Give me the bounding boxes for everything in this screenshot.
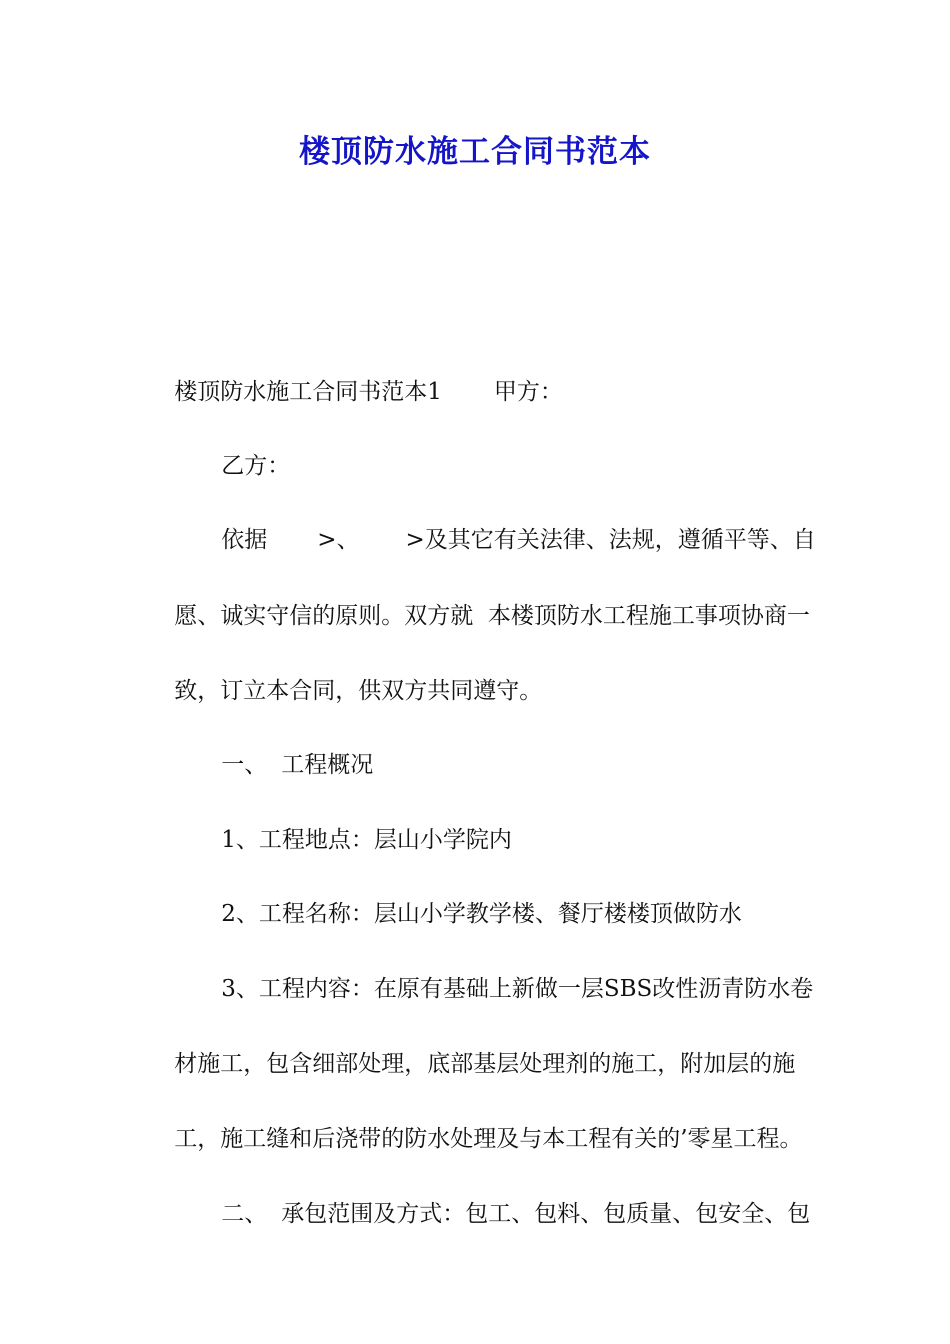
subtitle-text: 楼顶防水施工合同书范本1 [174,379,442,405]
text-segment: 1、工程地点：层山小学院内 [221,827,512,853]
document-title: 楼顶防水施工合同书范本 [299,134,651,170]
section-title: 工程概况 [281,752,374,778]
section-number: 一、 [221,752,268,778]
text-segment: 致，订立本合同，供双方共同遵守。 [174,678,543,704]
text-segment: 2、工程名称：层山小学教学楼、餐厅楼楼顶做防水 [221,901,742,927]
text-segment: 3、工程内容：在原有基础上新做一层SBS改性沥青防水卷 [221,976,814,1002]
section-heading [192,1166,810,1262]
text-segment: 愿、诚实守信的原则。双方就 本楼顶防水工程施工事项协商一 [174,603,810,629]
party-b-label: 乙方： [221,453,291,479]
party-a-label: 甲方： [493,379,563,405]
section-title: 承包范围及方式：包工、包料、包质量、包安全、包 [281,1201,811,1227]
text-segment: >、 [317,527,360,553]
text-segment: 材施工，包含细部处理，底部基层处理剂的施工，附加层的施 [174,1051,796,1077]
text-segment: 工，施工缝和后浇带的防水处理及与本工程有关的’零星工程。 [174,1126,803,1152]
text-segment: >及其它有关法律、法规，遵循平等、自 [405,527,816,553]
section-number: 二、 [221,1201,268,1227]
text-segment: 依据 [221,527,268,553]
